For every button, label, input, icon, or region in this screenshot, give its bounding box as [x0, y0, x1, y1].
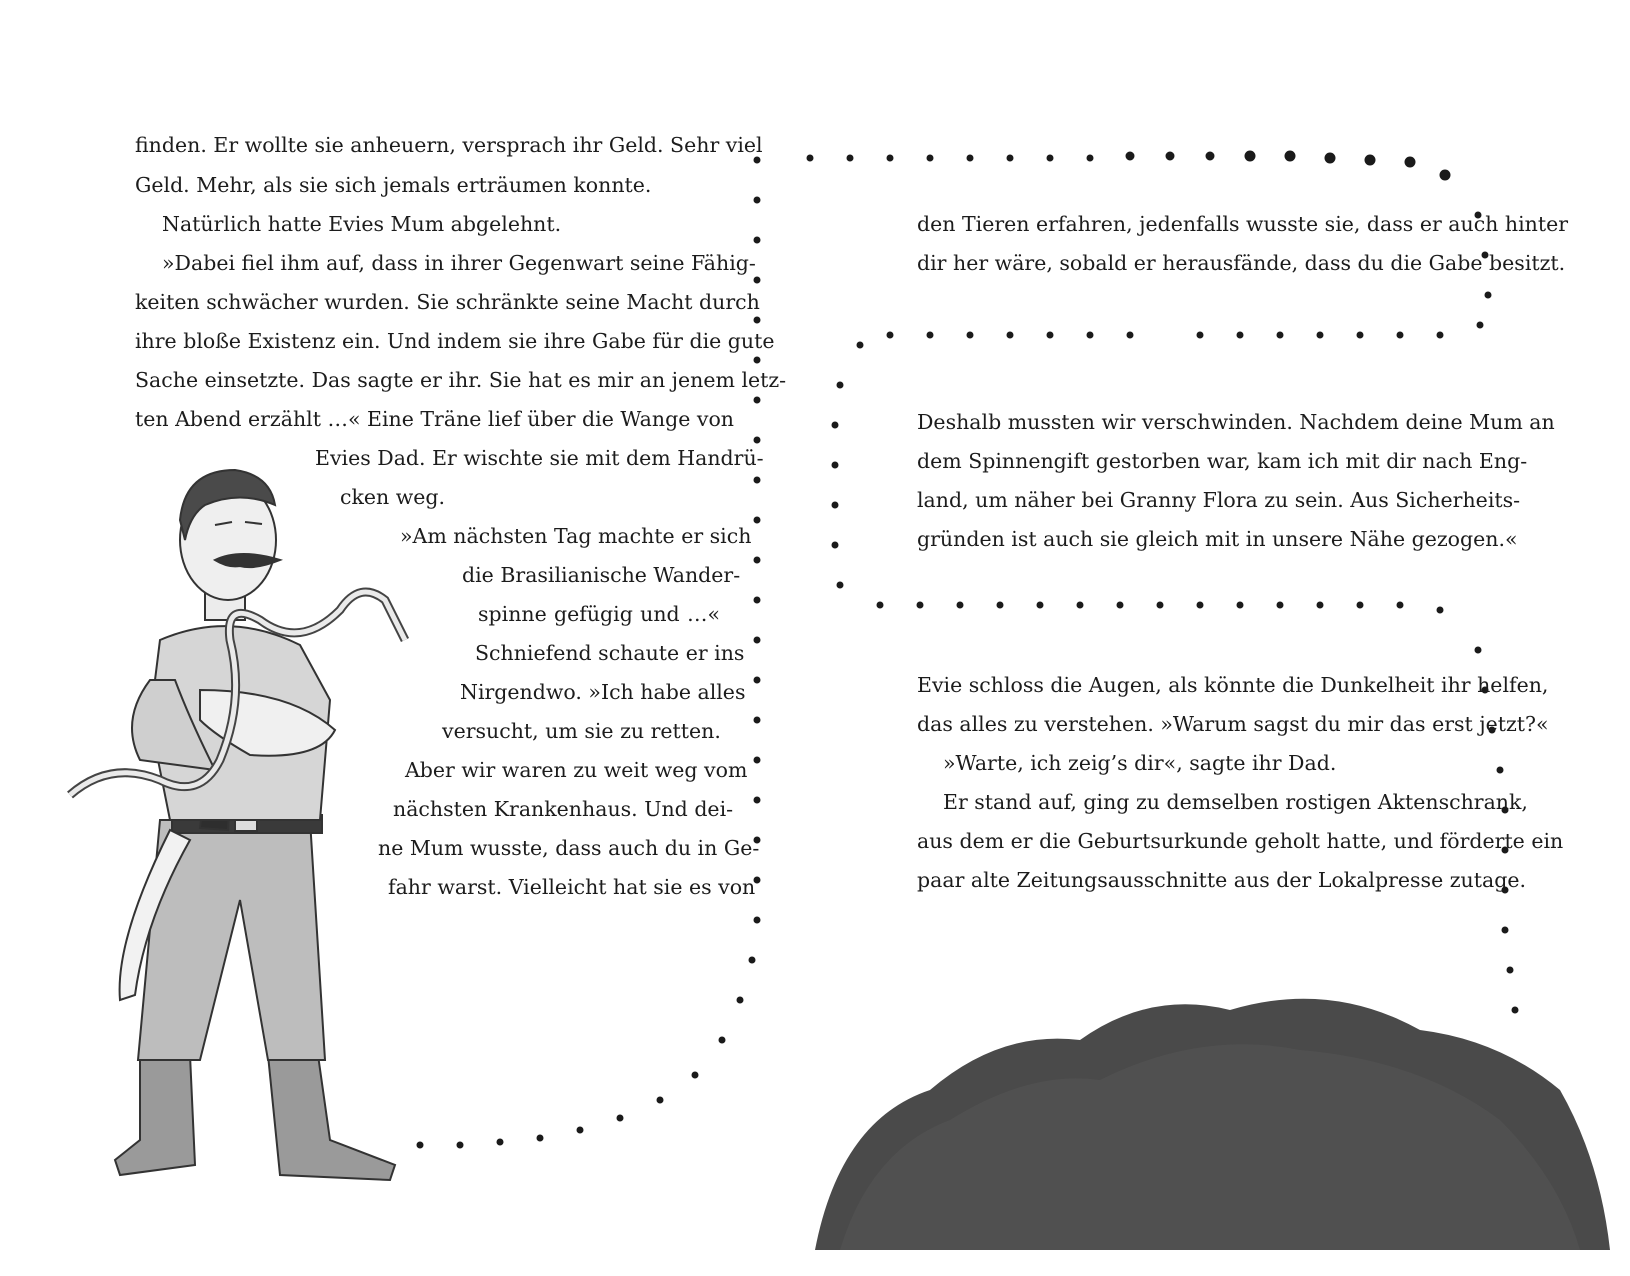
text-line: die Brasilianische Wander-: [462, 563, 741, 587]
text-line: Deshalb mussten wir verschwinden. Nachdem deine Mum an: [917, 410, 1555, 434]
text-line: ten Abend erzählt …« Eine Träne lief über die Wange von: [135, 407, 734, 431]
text-line: Sache einsetzte. Das sagte er ihr. Sie hat es mir an jenem letz-: [135, 368, 787, 392]
text-line: gründen ist auch sie gleich mit in unsere Nähe gezogen.«: [917, 527, 1518, 551]
text-line: »Warte, ich zeig’s dir«, sagte ihr Dad.: [943, 751, 1337, 775]
text-line: Aber wir waren zu weit weg vom: [405, 758, 748, 782]
text-line: spinne gefügig und …«: [478, 602, 720, 626]
left-page: [0, 0, 800, 1276]
text-line: Geld. Mehr, als sie sich jemals erträumen konnte.: [135, 173, 652, 197]
text-line: Er stand auf, ging zu demselben rostigen Aktenschrank,: [943, 790, 1528, 814]
text-line: dem Spinnengift gestorben war, kam ich mit dir nach Eng-: [917, 449, 1528, 473]
text-line: versucht, um sie zu retten.: [442, 719, 721, 743]
text-line: »Am nächsten Tag machte er sich: [400, 524, 752, 548]
text-line: dir her wäre, sobald er herausfände, dass du die Gabe besitzt.: [917, 251, 1566, 275]
text-line: Nirgendwo. »Ich habe alles: [460, 680, 746, 704]
text-line: fahr warst. Vielleicht hat sie es von: [388, 875, 756, 899]
right-page: [815, 0, 1630, 1276]
text-line: Schniefend schaute er ins: [475, 641, 745, 665]
text-line: »Dabei fiel ihm auf, dass in ihrer Gegenwart seine Fähig-: [162, 251, 756, 275]
text-line: ne Mum wusste, dass auch du in Ge-: [378, 836, 760, 860]
text-line: Natürlich hatte Evies Mum abgelehnt.: [162, 212, 562, 236]
text-line: land, um näher bei Granny Flora zu sein. Aus Sicherheits-: [917, 488, 1521, 512]
text-line: paar alte Zeitungsausschnitte aus der Lokalpresse zutage.: [917, 868, 1526, 892]
text-line: aus dem er die Geburtsurkunde geholt hatte, und förderte ein: [917, 829, 1564, 853]
text-line: cken weg.: [340, 485, 446, 509]
text-line: nächsten Krankenhaus. Und dei-: [393, 797, 734, 821]
text-line: das alles zu verstehen. »Warum sagst du mir das erst jetzt?«: [917, 712, 1549, 736]
text-line: Evie schloss die Augen, als könnte die Dunkelheit ihr helfen,: [917, 673, 1549, 697]
text-line: finden. Er wollte sie anheuern, versprach ihr Geld. Sehr viel: [135, 133, 763, 157]
text-line: Evies Dad. Er wischte sie mit dem Handrü-: [315, 446, 764, 470]
text-line: ihre bloße Existenz ein. Und indem sie ihre Gabe für die gute: [135, 329, 775, 353]
text-line: den Tieren erfahren, jedenfalls wusste sie, dass er auch hinter: [917, 212, 1569, 236]
text-line: keiten schwächer wurden. Sie schränkte seine Macht durch: [135, 290, 760, 314]
